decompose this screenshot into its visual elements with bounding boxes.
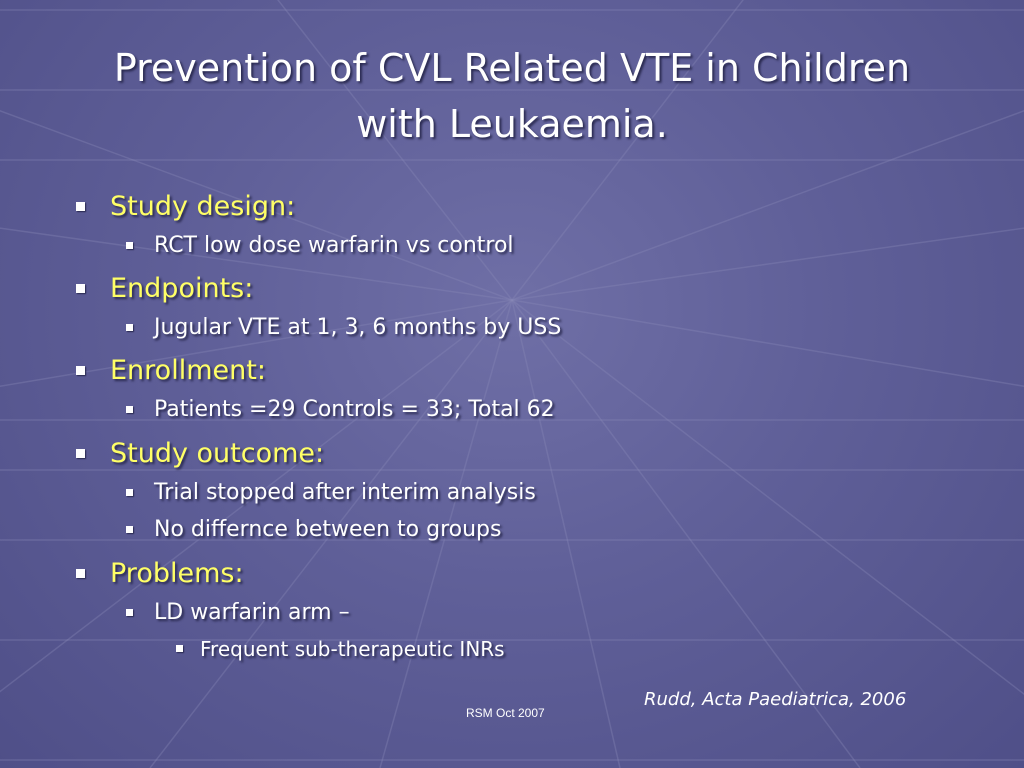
- bullet-endpoints: [110, 272, 253, 306]
- title-line-1: Prevention of CVL Related VTE in Children: [113, 46, 911, 90]
- square-bullet-icon: [76, 569, 85, 578]
- problems-subitem: Frequent sub-therapeutic INRs: [200, 637, 505, 661]
- square-bullet-icon: [126, 609, 133, 616]
- study-design-heading: Study design:: [110, 191, 296, 222]
- footer-text: RSM Oct 2007: [466, 706, 545, 720]
- study-outcome-heading: Study outcome:: [110, 438, 325, 469]
- bullet-enrollment: [110, 354, 266, 388]
- enrollment-heading: Enrollment:: [110, 355, 266, 386]
- subbullet-study-outcome-1: [154, 478, 536, 508]
- enrollment-item: Patients =29 Controls = 33; Total 62: [154, 397, 555, 422]
- endpoints-item: Jugular VTE at 1, 3, 6 months by USS: [154, 315, 562, 340]
- study-outcome-item-1: Trial stopped after interim analysis: [154, 480, 536, 505]
- subsubbullet-problems: [200, 635, 505, 663]
- bullet-problems: [110, 557, 244, 591]
- bullet-study-outcome: [110, 437, 324, 471]
- title-line-2: with Leukaemia.: [356, 102, 668, 146]
- study-design-item: RCT low dose warfarin vs control: [154, 233, 514, 258]
- citation: Rudd, Acta Paediatrica, 2006: [644, 689, 907, 710]
- square-bullet-icon: [76, 449, 85, 458]
- subbullet-problems: [154, 598, 350, 628]
- square-bullet-icon: [126, 242, 133, 249]
- subbullet-enrollment: [154, 395, 555, 425]
- endpoints-heading: Endpoints:: [110, 273, 254, 304]
- square-bullet-icon: [126, 489, 133, 496]
- study-outcome-item-2: No differnce between to groups: [154, 517, 502, 542]
- square-bullet-icon: [76, 284, 85, 293]
- square-bullet-icon: [126, 406, 133, 413]
- bullet-study-design: [110, 190, 295, 224]
- problems-item: LD warfarin arm –: [154, 600, 350, 625]
- square-bullet-icon: [176, 645, 183, 652]
- square-bullet-icon: [126, 324, 133, 331]
- subbullet-study-outcome-2: [154, 515, 501, 545]
- subbullet-study-design: [154, 231, 514, 261]
- square-bullet-icon: [76, 202, 85, 211]
- problems-heading: Problems:: [110, 558, 244, 589]
- square-bullet-icon: [126, 526, 133, 533]
- subbullet-endpoints: [154, 313, 561, 343]
- square-bullet-icon: [76, 366, 85, 375]
